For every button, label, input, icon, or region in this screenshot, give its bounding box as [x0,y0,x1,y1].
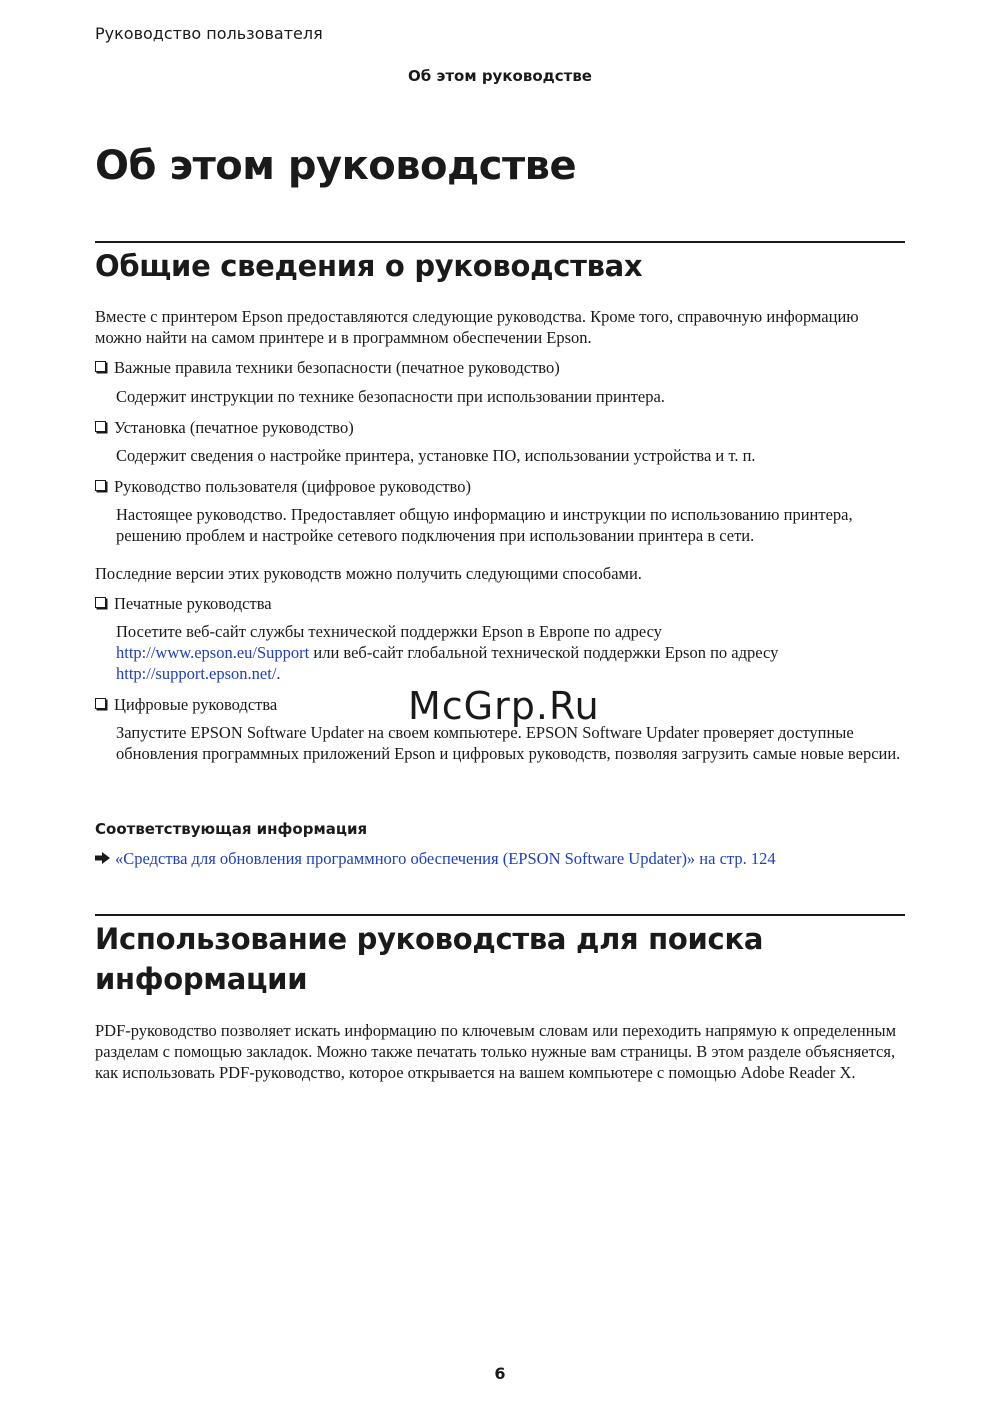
list-item [95,357,905,378]
description-text: или веб-сайт глобальной технической поддержки Epson по адресу [313,643,779,662]
related-info-link[interactable]: «Средства для обновления программного обеспечения (EPSON Software Updater)» на стр. 124 [115,849,776,868]
section-title-line: информации [95,962,308,996]
list-item-description: Содержит инструкции по технике безопасности при использовании принтера. [116,387,665,406]
watermark: McGrp.Ru [408,684,600,728]
checkbox-bullet-icon [95,421,106,432]
search-paragraph: PDF-руководство позволяет искать информацию по ключевым словам или переходить напрямую к определенным разделам с помощью закладок. Можно также печатать только нужные вам страницы. В этом разделе объясняется, как использовать PDF-руководство, которое открывается на вашем компьютере с помощью Adobe Reader X. [95,1021,897,1082]
running-header: Руководство пользователя [95,24,323,43]
section-title-search [95,919,763,999]
list-item-description: Настоящее руководство. Предоставляет общую информацию и инструкции по использованию принтера, решению проблем и настройке сетевого подключения при использовании принтера в сети. [116,505,853,545]
list-item-label: Важные правила техники безопасности (печатное руководство) [114,358,560,377]
related-info-title: Соответствующая информация [95,820,368,838]
epson-europe-support-link[interactable]: http://www.epson.eu/Support [116,643,310,662]
list-item [95,417,905,438]
checkbox-bullet-icon [95,361,106,372]
list-item-label: Цифровые руководства [114,695,278,714]
latest-versions-paragraph: Последние версии этих руководств можно получить следующими способами. [95,564,642,583]
section-header: Об этом руководстве [408,67,592,85]
list-item-description: Содержит сведения о настройке принтера, установке ПО, использовании устройства и т. п. [116,446,756,465]
checkbox-bullet-icon [95,480,106,491]
section-title-line: Использование руководства для поиска [95,922,764,956]
list-item [95,593,905,614]
list-item [95,476,905,497]
list-item-label: Установка (печатное руководство) [114,418,354,437]
checkbox-bullet-icon [95,597,106,608]
section-divider [95,914,905,916]
related-info-row [95,848,776,869]
section-title-overview: Общие сведения о руководствах [95,249,643,283]
list-item-label: Печатные руководства [114,594,272,613]
section-divider [95,241,905,243]
epson-global-support-link[interactable]: http://support.epson.net/ [116,664,277,683]
list-item-description: Запустите EPSON Software Updater на своем компьютере. EPSON Software Updater проверяет доступные обновления программных приложений Epson и цифровых руководств, позволяя загрузить самые новые версии. [116,723,901,763]
checkbox-bullet-icon [95,698,106,709]
intro-paragraph: Вместе с принтером Epson предоставляются следующие руководства. Кроме того, справочную информацию можно найти на самом принтере и в программном обеспечении Epson. [95,307,859,347]
list-item-description [116,621,905,684]
chapter-title: Об этом руководстве [95,143,577,189]
description-text: . [276,664,281,683]
page-number: 6 [494,1364,506,1383]
arrow-right-icon [95,852,111,864]
description-text: Посетите веб-сайт службы технической поддержки Epson в Европе по адресу [116,622,662,641]
list-item-label: Руководство пользователя (цифровое руководство) [114,477,471,496]
